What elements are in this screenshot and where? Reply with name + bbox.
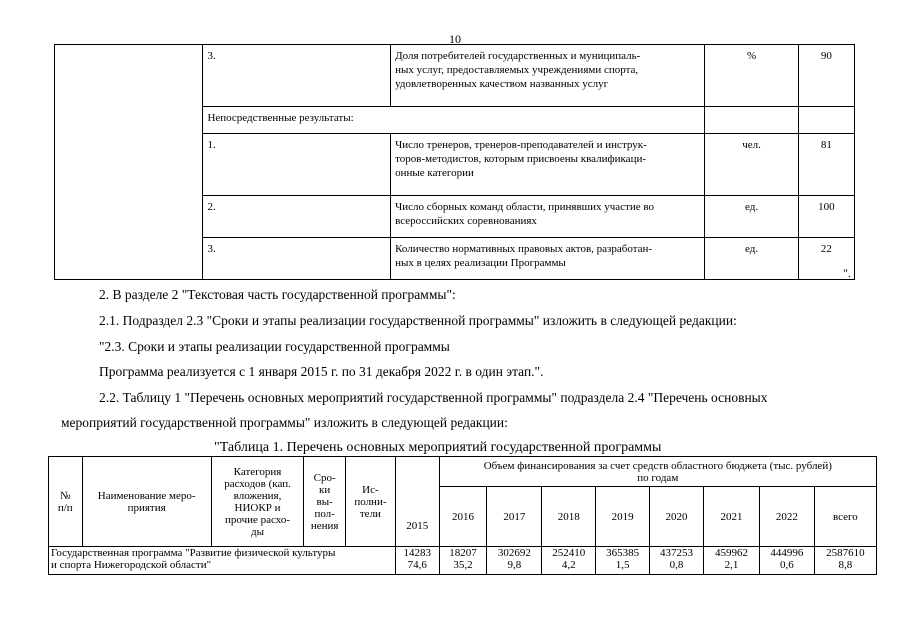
header-year: всего	[814, 487, 876, 547]
value-cell: 18207 35,2	[439, 547, 487, 575]
paragraph: 2. В разделе 2 "Текстовая часть государственной программы":	[99, 287, 456, 302]
header-funding: Объем финансирования за счет средств областного бюджета (тыс. рублей) по годам	[439, 457, 876, 487]
program-name: Государственная программа "Развитие физической культуры и спорта Нижегородской области"	[49, 547, 396, 575]
unit-cell: ед.	[705, 196, 798, 238]
header-year: 2017	[487, 487, 542, 547]
header-year: 2019	[596, 487, 650, 547]
value-cell: 444996 0,6	[759, 547, 814, 575]
value-cell: 90	[798, 45, 854, 107]
unit-cell: чел.	[705, 134, 798, 196]
page-number: 10	[449, 32, 461, 46]
header-year: 2015	[395, 457, 439, 547]
value-cell: 459962 2,1	[704, 547, 760, 575]
value-cell: 81	[798, 134, 854, 196]
value-cell: 437253 0,8	[650, 547, 704, 575]
header-year: 2022	[759, 487, 814, 547]
header-name: Наименование меро- приятия	[82, 457, 211, 547]
table-header-row	[49, 457, 877, 487]
value-cell: 2587610 8,8	[814, 547, 876, 575]
empty-cell	[798, 107, 854, 134]
value-cell: 22	[798, 238, 854, 280]
value-cell: 100	[798, 196, 854, 238]
row-number: 1.	[203, 134, 391, 196]
row-number: 3.	[203, 45, 391, 107]
value-cell: 252410 4,2	[542, 547, 596, 575]
value-cell: 302692 9,8	[487, 547, 542, 575]
header-year: 2016	[439, 487, 487, 547]
paragraph: 2.1. Подраздел 2.3 "Сроки и этапы реализации государственной программы" изложить в следующей редакции:	[99, 313, 737, 328]
value-cell: 14283 74,6	[395, 547, 439, 575]
indicator-text: Число сборных команд области, принявших участие во всероссийских соревнованиях	[391, 196, 705, 238]
row-number: 3.	[203, 238, 391, 280]
paragraph: Программа реализуется с 1 января 2015 г. по 31 декабря 2022 г. в один этап.".	[99, 364, 544, 379]
header-year: 2021	[704, 487, 760, 547]
paragraph: 2.2. Таблицу 1 "Перечень основных мероприятий государственной программы" подраздела 2.4 "Перечень основных	[99, 390, 768, 405]
paragraph: мероприятий государственной программы" изложить в следующей редакции:	[61, 415, 508, 430]
indicator-text: Количество нормативных правовых актов, разработан- ных в целях реализации Программы	[391, 238, 705, 280]
paragraph: "2.3. Сроки и этапы реализации государственной программы	[99, 339, 450, 354]
value-cell: 365385 1,5	[596, 547, 650, 575]
section-heading: Непосредственные результаты:	[203, 107, 705, 134]
header-year: 2018	[542, 487, 596, 547]
indicator-text: Число тренеров, тренеров-преподавателей и инструк- торов-методистов, которым присвоены квалификаци- онные категории	[391, 134, 705, 196]
indicator-text: Доля потребителей государственных и муниципаль- ных услуг, предоставляемых учреждениями спорта, удовлетворенных качеством названных услуг	[391, 45, 705, 107]
table-title: "Таблица 1. Перечень основных мероприятий государственной программы	[214, 440, 662, 455]
indicators-table	[54, 44, 855, 280]
header-num: № п/п	[49, 457, 83, 547]
table-row	[55, 45, 855, 107]
empty-cell	[55, 45, 203, 280]
closing-quote: ".	[843, 266, 851, 280]
empty-cell	[705, 107, 798, 134]
header-executors: Ис- полни- тели	[346, 457, 396, 547]
header-year: 2020	[650, 487, 704, 547]
unit-cell: ед.	[705, 238, 798, 280]
unit-cell: %	[705, 45, 798, 107]
table-row	[49, 547, 877, 575]
row-number: 2.	[203, 196, 391, 238]
events-table	[48, 456, 877, 575]
header-category: Категория расходов (кап. вложения, НИОКР и прочие расхо- ды	[211, 457, 304, 547]
header-terms: Сро- ки вы- пол- нения	[304, 457, 346, 547]
